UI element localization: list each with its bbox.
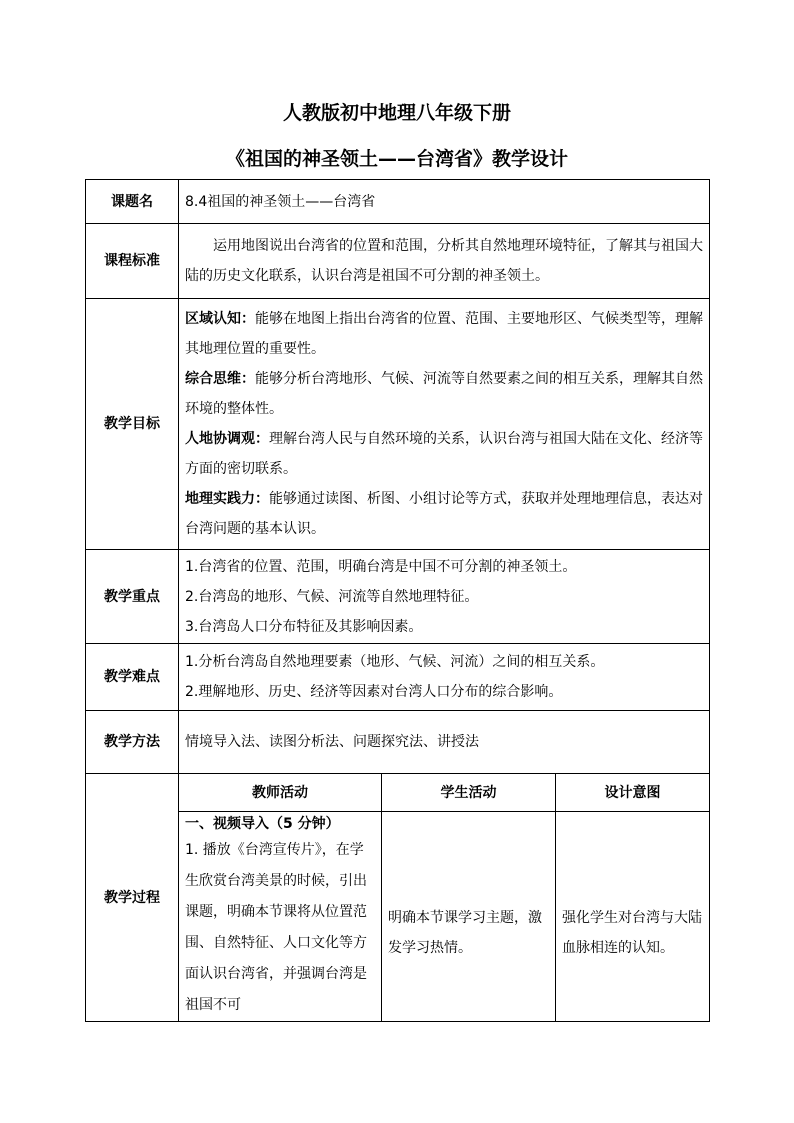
row-course-name xyxy=(86,180,710,224)
row-difficulties xyxy=(86,644,710,711)
student-activity-text: 明确本节课学习主题，激发学习热情。 xyxy=(388,910,542,956)
header-student-activity: 学生活动 xyxy=(382,774,556,812)
teacher-activity-text: 1. 播放《台湾宣传片》，在学生欣赏台湾美景的时候，引出课题，明确本节课将从位置范围、自然特征、人口文化等方面认识台湾省，并强调台湾是祖国不可 xyxy=(185,841,367,1013)
label-key-points: 教学重点 xyxy=(86,550,179,644)
label-methods: 教学方法 xyxy=(86,711,179,774)
label-objectives: 教学目标 xyxy=(86,299,179,550)
key-point-item: 3.台湾岛人口分布特征及其影响因素。 xyxy=(185,618,423,635)
header-teacher-activity: 教师活动 xyxy=(179,774,382,812)
lesson-plan-table xyxy=(85,179,710,1022)
key-point-item: 1.台湾省的位置、范围，明确台湾是中国不可分割的神圣领土。 xyxy=(185,558,577,575)
value-standard: 运用地图说出台湾省的位置和范围，分析其自然地理环境特征，了解其与祖国大陆的历史文化联系，认识台湾是祖国不可分割的神圣领土。 xyxy=(185,238,703,284)
value-course-name: 8.4祖国的神圣领土——台湾省 xyxy=(179,180,710,224)
objective-item: 区域认知：能够在地图上指出台湾省的位置、范围、主要地形区、气候类型等，理解其地理位置的重要性。 xyxy=(185,311,703,357)
teacher-section-heading: 一、视频导入（5 分钟） xyxy=(185,815,340,832)
label-difficulties: 教学难点 xyxy=(86,644,179,711)
document-title: 人教版初中地理八年级下册 xyxy=(282,102,511,124)
key-point-item: 2.台湾岛的地形、气候、河流等自然地理特征。 xyxy=(185,588,479,605)
row-process-header xyxy=(86,774,710,812)
objective-item: 综合思维：能够分析台湾地形、气候、河流等自然要素之间的相互关系，理解其自然环境的整体性。 xyxy=(185,371,703,417)
document-subtitle: 《祖国的神圣领土——台湾省》教学设计 xyxy=(225,148,568,170)
row-objectives xyxy=(86,299,710,550)
design-intent-text: 强化学生对台湾与大陆血脉相连的认知。 xyxy=(562,910,702,956)
label-process: 教学过程 xyxy=(86,774,179,1022)
row-standard xyxy=(86,224,710,299)
objective-item: 地理实践力：能够通过读图、析图、小组讨论等方式，获取并处理地理信息，表达对台湾问题的基本认识。 xyxy=(185,491,703,537)
objective-item: 人地协调观：理解台湾人民与自然环境的关系，认识台湾与祖国大陆在文化、经济等方面的密切联系。 xyxy=(185,431,703,477)
difficulty-item: 1.分析台湾岛自然地理要素（地形、气候、河流）之间的相互关系。 xyxy=(185,654,605,670)
header-design-intent: 设计意图 xyxy=(556,774,710,812)
row-key-points xyxy=(86,550,710,644)
label-standard: 课程标准 xyxy=(86,224,179,299)
row-process-content xyxy=(86,812,710,1022)
label-course-name: 课题名 xyxy=(86,180,179,224)
row-methods xyxy=(86,711,710,774)
value-methods: 情境导入法、读图分析法、问题探究法、讲授法 xyxy=(179,711,710,774)
difficulty-item: 2.理解地形、历史、经济等因素对台湾人口分布的综合影响。 xyxy=(185,684,563,700)
